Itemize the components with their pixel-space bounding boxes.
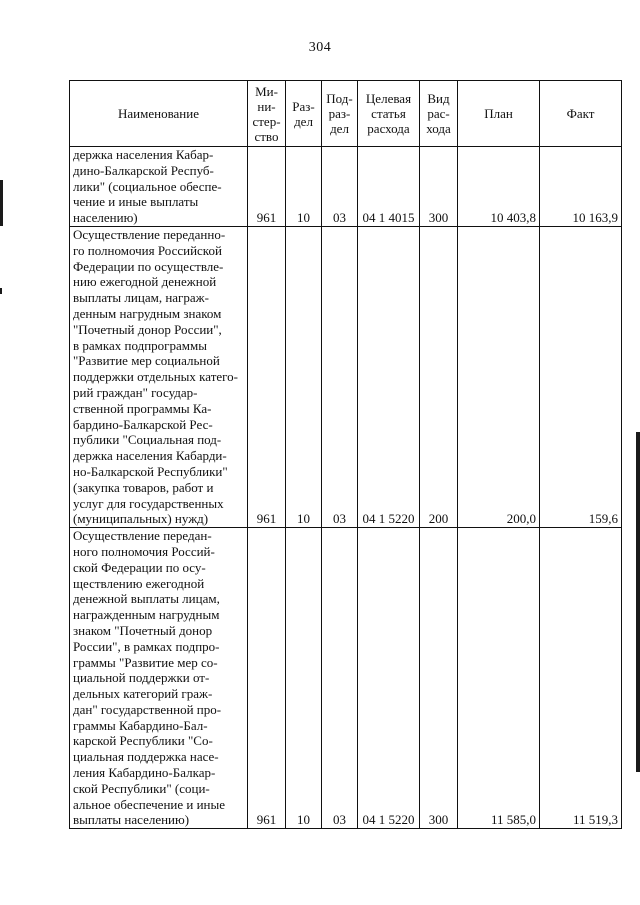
row-plan: 11 585,0 — [458, 528, 540, 829]
header-name: Наименование — [70, 81, 248, 147]
header-plan: План — [458, 81, 540, 147]
row-fact: 10 163,9 — [540, 147, 622, 227]
row-target: 04 1 4015 — [358, 147, 420, 227]
row-target: 04 1 5220 — [358, 226, 420, 527]
row-name: Осуществление переданно- го полномочия Российской Федерации по осуществле- нию ежегодной денежной выплаты лицам, награж- денным нагрудным знаком "Почетный донор России", в рамках подпрограммы "Развитие мер социальной поддержки отдельных катего- рий граждан" государ- ственной программы Ка- бардино-Балкарской Рес- публики "Социальная под- держка населения Кабарди- но-Балкарской Республики" (закупка товаров, работ и услуг для государственных (муниципальных) нужд) — [70, 226, 248, 527]
scan-edge-mark — [636, 432, 640, 772]
row-section: 10 — [286, 226, 322, 527]
row-subsection: 03 — [322, 226, 358, 527]
row-subsection: 03 — [322, 147, 358, 227]
header-expense-type: Вид рас- хода — [420, 81, 458, 147]
row-fact: 11 519,3 — [540, 528, 622, 829]
row-expense-type: 200 — [420, 226, 458, 527]
row-fact: 159,6 — [540, 226, 622, 527]
header-subsection: Под- раз- дел — [322, 81, 358, 147]
table-row — [70, 147, 622, 227]
row-name: держка населения Кабар- дино-Балкарской Респуб- лики" (социальное обеспе- чение и иные выплаты населению) — [70, 147, 248, 227]
row-ministry: 961 — [248, 226, 286, 527]
row-name: Осуществление передан- ного полномочия Россий- ской Федерации по осу- ществлению ежегодной денежной выплаты лицам, награжденным нагрудным знаком "Почетный донор России", в рамках подпро- граммы "Развитие мер со- циальной поддержки от- дельных категорий граж- дан" государственной про- граммы Кабардино-Бал- карской Республики "Со- циальная поддержка насе- ления Кабардино-Балкар- ской Республики" (соци- альное обеспечение и иные выплаты населению) — [70, 528, 248, 829]
table-row — [70, 528, 622, 829]
header-row — [70, 81, 622, 147]
row-section: 10 — [286, 147, 322, 227]
row-ministry: 961 — [248, 528, 286, 829]
budget-table — [69, 80, 622, 829]
scan-edge-mark — [0, 180, 3, 226]
row-plan: 200,0 — [458, 226, 540, 527]
row-section: 10 — [286, 528, 322, 829]
page-number: 304 — [308, 40, 332, 55]
row-plan: 10 403,8 — [458, 147, 540, 227]
header-target: Целевая статья расхода — [358, 81, 420, 147]
row-subsection: 03 — [322, 528, 358, 829]
row-expense-type: 300 — [420, 147, 458, 227]
header-section: Раз- дел — [286, 81, 322, 147]
row-target: 04 1 5220 — [358, 528, 420, 829]
header-ministry: Ми- ни- стер- ство — [248, 81, 286, 147]
table-row — [70, 226, 622, 527]
row-expense-type: 300 — [420, 528, 458, 829]
scan-edge-mark — [0, 288, 2, 294]
row-ministry: 961 — [248, 147, 286, 227]
header-fact: Факт — [540, 81, 622, 147]
